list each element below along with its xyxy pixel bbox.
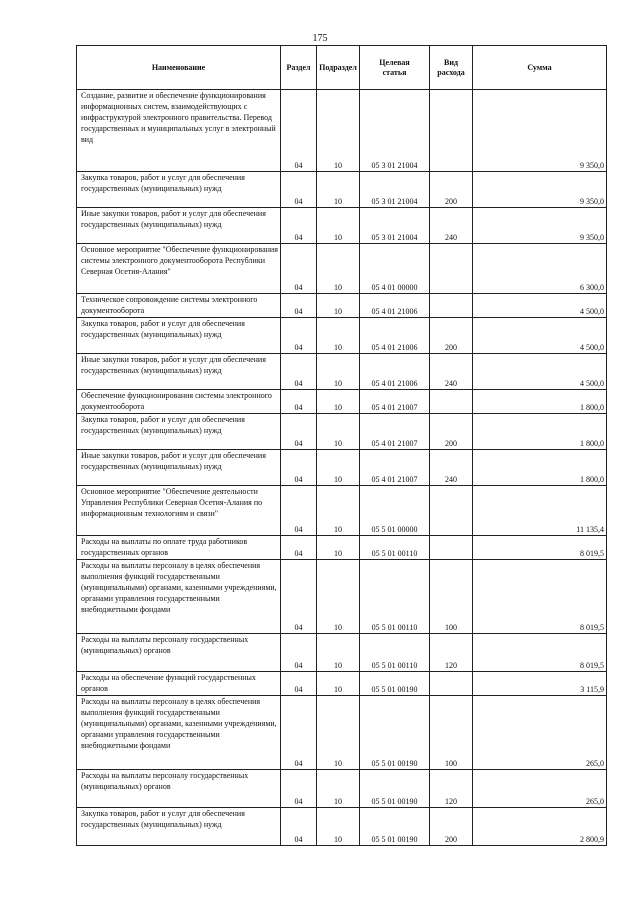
- row-target-article: 05 4 01 21007: [360, 414, 430, 450]
- row-amount: 265,0: [473, 696, 607, 770]
- header-expense-type-line2: расхода: [437, 67, 465, 77]
- row-expense-type: [430, 244, 473, 294]
- row-name: Закупка товаров, работ и услуг для обеспечения государственных (муниципальных) нужд: [77, 414, 281, 450]
- row-section: 04: [281, 536, 317, 560]
- row-section: 04: [281, 672, 317, 696]
- row-expense-type: [430, 90, 473, 172]
- row-name: Расходы на выплаты персоналу государственных (муниципальных) органов: [77, 634, 281, 672]
- row-amount: 6 300,0: [473, 244, 607, 294]
- row-target-article: 05 4 01 21007: [360, 450, 430, 486]
- row-expense-type: [430, 672, 473, 696]
- header-subsection: Подраздел: [317, 46, 360, 90]
- row-name: Основное мероприятие "Обеспечение функционирования системы электронного документооборота Республики Северная Осетия-Алания": [77, 244, 281, 294]
- row-name: Иные закупки товаров, работ и услуг для обеспечения государственных (муниципальных) нужд: [77, 354, 281, 390]
- row-section: 04: [281, 318, 317, 354]
- header-amount: Сумма: [473, 46, 607, 90]
- table-row: [77, 450, 607, 486]
- row-name: Закупка товаров, работ и услуг для обеспечения государственных (муниципальных) нужд: [77, 808, 281, 846]
- header-expense-type-line1: Вид: [444, 57, 458, 67]
- row-amount: 1 800,0: [473, 414, 607, 450]
- row-amount: 8 019,5: [473, 634, 607, 672]
- table-row: [77, 294, 607, 318]
- row-expense-type: 100: [430, 696, 473, 770]
- row-expense-type: [430, 294, 473, 318]
- row-amount: 4 500,0: [473, 354, 607, 390]
- row-amount: 11 135,4: [473, 486, 607, 536]
- row-amount: 1 800,0: [473, 450, 607, 486]
- row-expense-type: 200: [430, 808, 473, 846]
- row-target-article: 05 3 01 21004: [360, 208, 430, 244]
- row-subsection: 10: [317, 90, 360, 172]
- table-row: [77, 244, 607, 294]
- row-section: 04: [281, 696, 317, 770]
- row-section: 04: [281, 244, 317, 294]
- row-expense-type: [430, 390, 473, 414]
- table-row: [77, 208, 607, 244]
- row-target-article: 05 5 01 00190: [360, 770, 430, 808]
- row-section: 04: [281, 560, 317, 634]
- row-target-article: 05 4 01 21007: [360, 390, 430, 414]
- table-row: [77, 808, 607, 846]
- header-target-article: [360, 46, 430, 90]
- row-name: Иные закупки товаров, работ и услуг для обеспечения государственных (муниципальных) нужд: [77, 208, 281, 244]
- row-subsection: 10: [317, 208, 360, 244]
- row-name: Расходы на выплаты персоналу в целях обеспечения выполнения функций государственными (муниципальными) органами, казенными учреждениями, органами управления государственными внебюджетными фондами: [77, 696, 281, 770]
- row-section: 04: [281, 390, 317, 414]
- row-target-article: 05 5 01 00190: [360, 696, 430, 770]
- row-amount: 8 019,5: [473, 560, 607, 634]
- row-expense-type: 240: [430, 354, 473, 390]
- row-name: Обеспечение функционирования системы электронного документооборота: [77, 390, 281, 414]
- row-subsection: 10: [317, 244, 360, 294]
- header-section: Раздел: [281, 46, 317, 90]
- row-name: Основное мероприятие "Обеспечение деятельности Управления Республики Северная Осетия-Алания по информационным технологиям и связи": [77, 486, 281, 536]
- row-subsection: 10: [317, 414, 360, 450]
- row-subsection: 10: [317, 354, 360, 390]
- table-row: [77, 560, 607, 634]
- table-row: [77, 696, 607, 770]
- row-amount: 9 350,0: [473, 208, 607, 244]
- row-target-article: 05 4 01 21006: [360, 294, 430, 318]
- row-section: 04: [281, 770, 317, 808]
- row-amount: 1 800,0: [473, 390, 607, 414]
- row-section: 04: [281, 90, 317, 172]
- row-subsection: 10: [317, 294, 360, 318]
- table-row: [77, 486, 607, 536]
- table-row: [77, 172, 607, 208]
- row-name: Техническое сопровождение системы электронного документооборота: [77, 294, 281, 318]
- row-target-article: 05 5 01 00000: [360, 486, 430, 536]
- row-amount: 4 500,0: [473, 318, 607, 354]
- row-section: 04: [281, 208, 317, 244]
- row-subsection: 10: [317, 672, 360, 696]
- row-amount: 8 019,5: [473, 536, 607, 560]
- row-amount: 4 500,0: [473, 294, 607, 318]
- table-row: [77, 414, 607, 450]
- row-name: Иные закупки товаров, работ и услуг для обеспечения государственных (муниципальных) нужд: [77, 450, 281, 486]
- row-expense-type: 200: [430, 318, 473, 354]
- row-subsection: 10: [317, 536, 360, 560]
- budget-table: [76, 45, 607, 846]
- row-expense-type: 200: [430, 414, 473, 450]
- table-row: [77, 672, 607, 696]
- row-expense-type: 120: [430, 634, 473, 672]
- row-subsection: 10: [317, 770, 360, 808]
- row-target-article: 05 3 01 21004: [360, 90, 430, 172]
- table-header-row: [77, 46, 607, 90]
- row-target-article: 05 5 01 00110: [360, 634, 430, 672]
- row-expense-type: 240: [430, 208, 473, 244]
- row-target-article: 05 3 01 21004: [360, 172, 430, 208]
- header-target-article-line1: Целевая: [379, 57, 410, 67]
- row-amount: 9 350,0: [473, 172, 607, 208]
- row-section: 04: [281, 172, 317, 208]
- table-row: [77, 634, 607, 672]
- row-target-article: 05 4 01 21006: [360, 354, 430, 390]
- row-subsection: 10: [317, 318, 360, 354]
- row-name: Расходы на обеспечение функций государственных органов: [77, 672, 281, 696]
- row-amount: 3 115,9: [473, 672, 607, 696]
- row-section: 04: [281, 486, 317, 536]
- table-row: [77, 90, 607, 172]
- row-name: Создание, развитие и обеспечение функционирования информационных систем, взаимодействующих с инфраструктурой электронного правительства. Перевод государственных и муниципальных услуг в электронный вид: [77, 90, 281, 172]
- row-target-article: 05 4 01 00000: [360, 244, 430, 294]
- row-subsection: 10: [317, 450, 360, 486]
- row-target-article: 05 5 01 00190: [360, 672, 430, 696]
- header-expense-type: [430, 46, 473, 90]
- table-row: [77, 390, 607, 414]
- row-name: Закупка товаров, работ и услуг для обеспечения государственных (муниципальных) нужд: [77, 172, 281, 208]
- row-subsection: 10: [317, 560, 360, 634]
- row-section: 04: [281, 808, 317, 846]
- row-section: 04: [281, 414, 317, 450]
- header-target-article-line2: статья: [382, 67, 407, 77]
- row-expense-type: 240: [430, 450, 473, 486]
- row-subsection: 10: [317, 390, 360, 414]
- row-section: 04: [281, 450, 317, 486]
- row-target-article: 05 4 01 21006: [360, 318, 430, 354]
- row-subsection: 10: [317, 808, 360, 846]
- row-section: 04: [281, 634, 317, 672]
- row-section: 04: [281, 294, 317, 318]
- row-name: Расходы на выплаты персоналу в целях обеспечения выполнения функций государственными (муниципальными) органами, казенными учреждениями, органами управления государственными внебюджетными фондами: [77, 560, 281, 634]
- row-expense-type: 100: [430, 560, 473, 634]
- row-subsection: 10: [317, 634, 360, 672]
- row-expense-type: [430, 486, 473, 536]
- row-expense-type: 120: [430, 770, 473, 808]
- row-section: 04: [281, 354, 317, 390]
- row-amount: 2 800,9: [473, 808, 607, 846]
- row-amount: 9 350,0: [473, 90, 607, 172]
- row-expense-type: 200: [430, 172, 473, 208]
- table-row: [77, 318, 607, 354]
- row-name: Расходы на выплаты по оплате труда работников государственных органов: [77, 536, 281, 560]
- row-amount: 265,0: [473, 770, 607, 808]
- row-target-article: 05 5 01 00110: [360, 560, 430, 634]
- table-row: [77, 770, 607, 808]
- row-expense-type: [430, 536, 473, 560]
- row-subsection: 10: [317, 486, 360, 536]
- row-name: Закупка товаров, работ и услуг для обеспечения государственных (муниципальных) нужд: [77, 318, 281, 354]
- row-target-article: 05 5 01 00190: [360, 808, 430, 846]
- row-subsection: 10: [317, 172, 360, 208]
- page-number: 175: [312, 33, 328, 44]
- row-target-article: 05 5 01 00110: [360, 536, 430, 560]
- header-name: Наименование: [77, 46, 281, 90]
- table-row: [77, 536, 607, 560]
- row-subsection: 10: [317, 696, 360, 770]
- row-name: Расходы на выплаты персоналу государственных (муниципальных) органов: [77, 770, 281, 808]
- table-row: [77, 354, 607, 390]
